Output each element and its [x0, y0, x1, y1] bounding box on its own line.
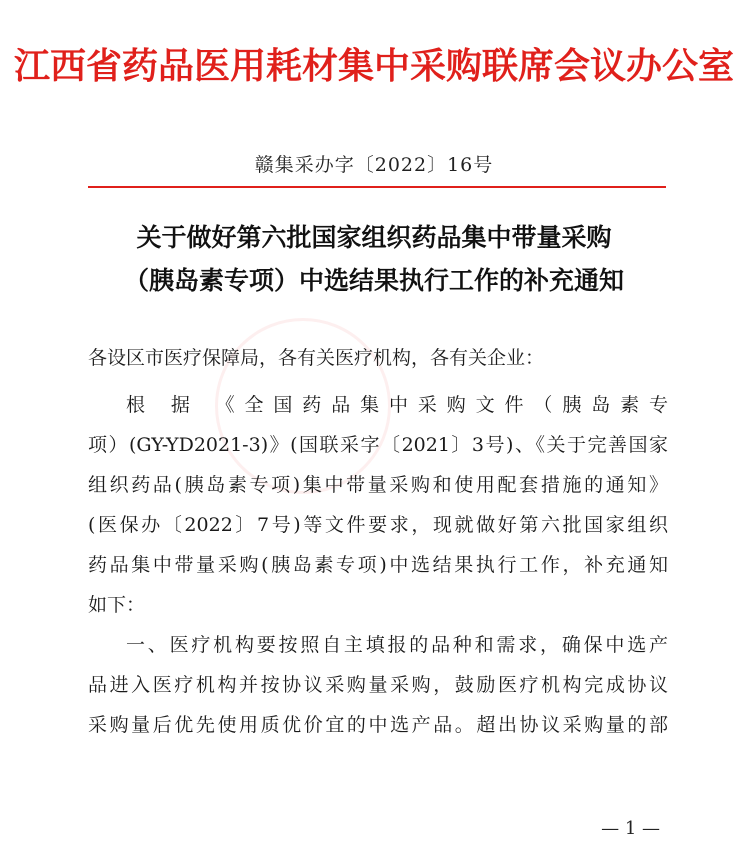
red-divider-line	[88, 186, 666, 188]
paragraph-1-line-6: 如下：	[88, 594, 146, 616]
paragraph-1-line-4: (医保办〔2022〕7号)等文件要求，现就做好第六批国家组织	[88, 514, 668, 536]
page-number: — 1 —	[601, 818, 660, 839]
document-number: 赣集采办字〔2022〕16号	[254, 154, 494, 176]
paragraph-1-line-5: 药品集中带量采购(胰岛素专项)中选结果执行工作，补充通知	[88, 554, 668, 576]
subject-title-line-2: （胰岛素专项）中选结果执行工作的补充通知	[123, 266, 624, 295]
paragraph-2-line-2: 品进入医疗机构并按协议采购量采购，鼓励医疗机构完成协议	[88, 674, 668, 696]
paragraph-1-line-2: 项）(GY-YD2021-3)》(国联采字〔2021〕3号)、《关于完善国家	[88, 434, 668, 456]
paragraph-2-line-1: 一、医疗机构要按照自主填报的品种和需求，确保中选产	[126, 634, 668, 656]
issuer-title: 江西省药品医用耗材集中采购联席会议办公室	[13, 45, 734, 87]
subject-title-line-1: 关于做好第六批国家组织药品集中带量采购	[136, 223, 612, 252]
salutation: 各设区市医疗保障局，各有关医疗机构，各有关企业：	[88, 347, 545, 369]
paragraph-1-line-3: 组织药品(胰岛素专项)集中带量采购和使用配套措施的通知》	[88, 474, 668, 496]
paragraph-1-line-1: 根 据 《全国药品集中采购文件（胰岛素专	[126, 394, 668, 416]
paragraph-2-line-3: 采购量后优先使用质优价宜的中选产品。超出协议采购量的部	[88, 714, 668, 736]
